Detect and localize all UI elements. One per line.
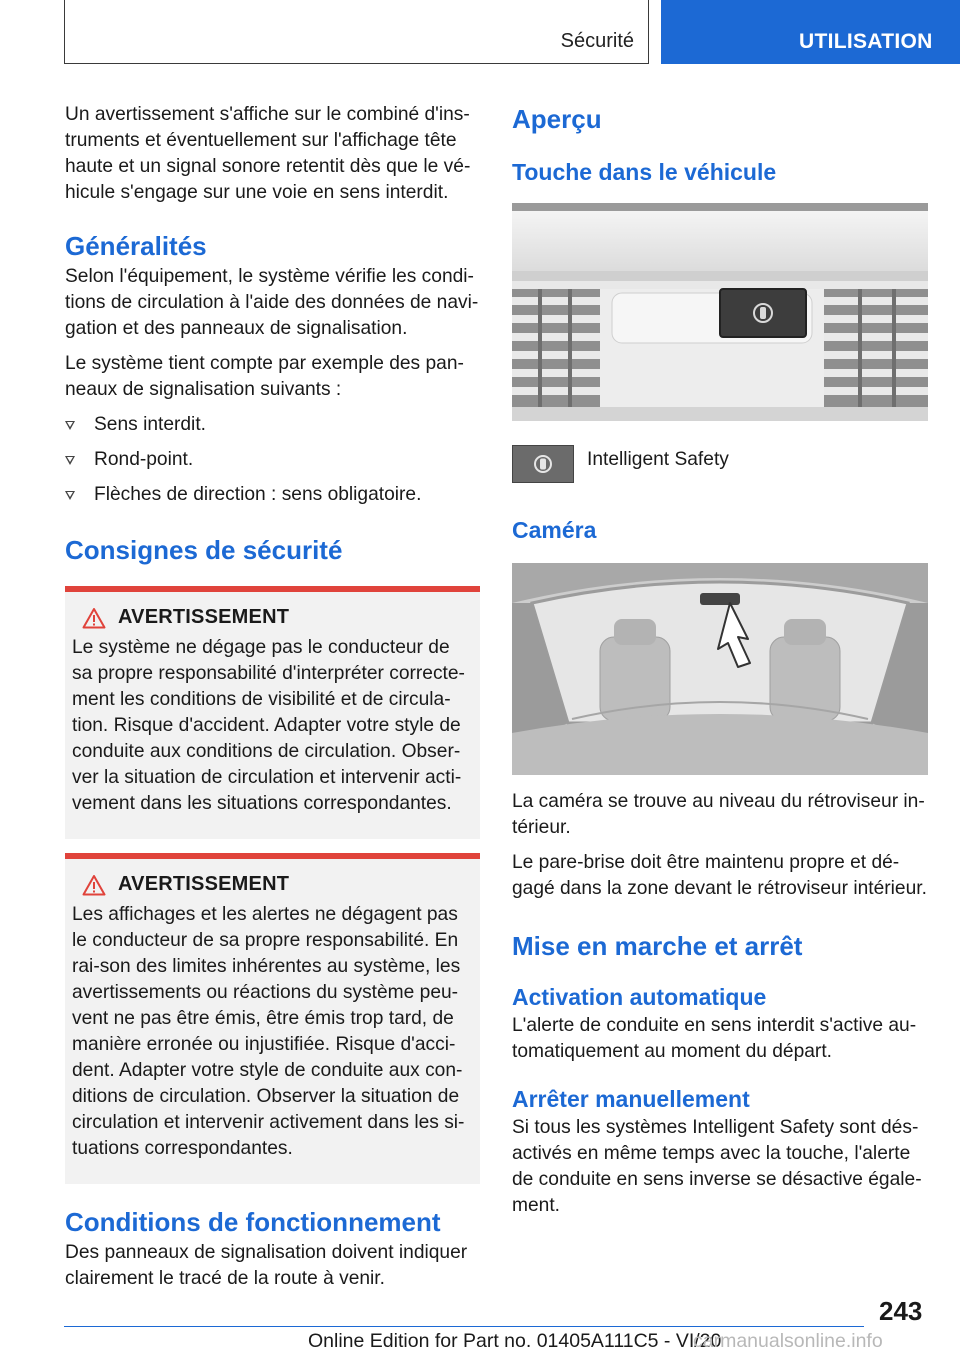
intro-paragraph: Un avertissement s'affiche sur le combiné d'ins-truments et éventuellement sur l'affichage tête haute et un signal sonore retentit dès que le vé-hicule s'engage sur une voie en sens interdit.	[65, 104, 471, 203]
warning-text: Le système ne dégage pas le conducteur de sa propre responsabilité d'interpréter correcte-ment les conditions de visibilité et de circula-tion. Risque d'accident. Adapter votre style de conduite aux conditions de circulation. Obser-ver la situation de circulation et intervenir acti-vement dans les situations correspondantes.	[72, 637, 465, 814]
button-legend-label: Intelligent Safety	[587, 449, 729, 470]
camera-paragraph-2: Le pare-brise doit être maintenu propre et dé-gagé dans la zone devant le rétroviseur intérieur.	[512, 852, 927, 899]
list-item: Sens interdit.	[65, 412, 480, 438]
warning-box-1	[65, 586, 480, 839]
list-item: Flèches de direction : sens obligatoire.	[65, 482, 480, 508]
header-section-box	[64, 0, 649, 64]
footer-rule	[64, 1326, 864, 1327]
list-item: Rond-point.	[65, 447, 480, 473]
button-legend	[512, 441, 928, 483]
bullet-triangle-icon	[65, 421, 75, 430]
header-chapter-tab: UTILISATION	[661, 0, 960, 64]
bullet-triangle-icon	[65, 456, 75, 465]
watermark: carmanualsonline.info	[693, 1330, 883, 1352]
warning-title: AVERTISSEMENT	[82, 606, 473, 629]
general-paragraph-1: Selon l'équipement, le système vérifie les condi-tions de circulation à l'aide des données de navi-gation et des panneaux de signalisation.	[65, 266, 479, 339]
warning-text: Les affichages et les alertes ne dégagent pas le conducteur de sa propre responsabilité. En rai-son des limites inhérentes au système, les avertissements ou réactions du système peu-vent ne pas être émis, être émis trop tard, de manière erronée ou injustifiée. Risque d'acci-dent. Adapter votre style de conduite aux con-ditions de circulation. Observer la situation de circulation et intervenir activement dans les si-tuations correspondantes.	[72, 904, 465, 1159]
page-number: 243	[879, 1296, 923, 1326]
camera-paragraph-1: La caméra se trouve au niveau du rétroviseur in-térieur.	[512, 791, 925, 838]
safety-heading: Consignes de sécurité	[65, 535, 343, 565]
left-column	[65, 102, 480, 1292]
auto-activation-paragraph: L'alerte de conduite en sens interdit s'active au-tomatiquement au moment du départ.	[512, 1015, 917, 1062]
intelligent-safety-button-icon	[512, 445, 574, 483]
warning-title: AVERTISSEMENT	[82, 873, 473, 896]
general-heading: Généralités	[65, 231, 207, 261]
camera-heading: Caméra	[512, 517, 597, 543]
camera-location-image	[512, 563, 928, 775]
warning-box-2	[65, 853, 480, 1184]
general-paragraph-2: Le système tient compte par exemple des pan-neaux de signalisation suivants :	[65, 353, 464, 400]
manual-stop-paragraph: Si tous les systèmes Intelligent Safety sont dés-activés en même temps avec la touche, l'alerte de conduite en sens inverse se désactive égale-ment.	[512, 1117, 922, 1216]
warning-triangle-icon	[82, 607, 106, 629]
right-column	[512, 102, 928, 1219]
button-heading: Touche dans le véhicule	[512, 159, 777, 185]
header-section-title: Sécurité	[560, 30, 634, 52]
conditions-paragraph: Des panneaux de signalisation doivent indiquer clairement le tracé de la route à venir.	[65, 1242, 468, 1289]
overview-heading: Aperçu	[512, 104, 602, 134]
dashboard-button-image	[512, 203, 928, 421]
onoff-heading: Mise en marche et arrêt	[512, 931, 803, 961]
manual-stop-heading: Arrêter manuellement	[512, 1086, 750, 1112]
warning-triangle-icon	[82, 874, 106, 896]
signs-list	[65, 412, 480, 508]
footer-edition: Online Edition for Part no. 01405A111C5 - VI/20	[308, 1330, 722, 1352]
conditions-heading: Conditions de fonctionnement	[65, 1207, 441, 1237]
bullet-triangle-icon	[65, 491, 75, 500]
auto-activation-heading: Activation automatique	[512, 984, 767, 1010]
